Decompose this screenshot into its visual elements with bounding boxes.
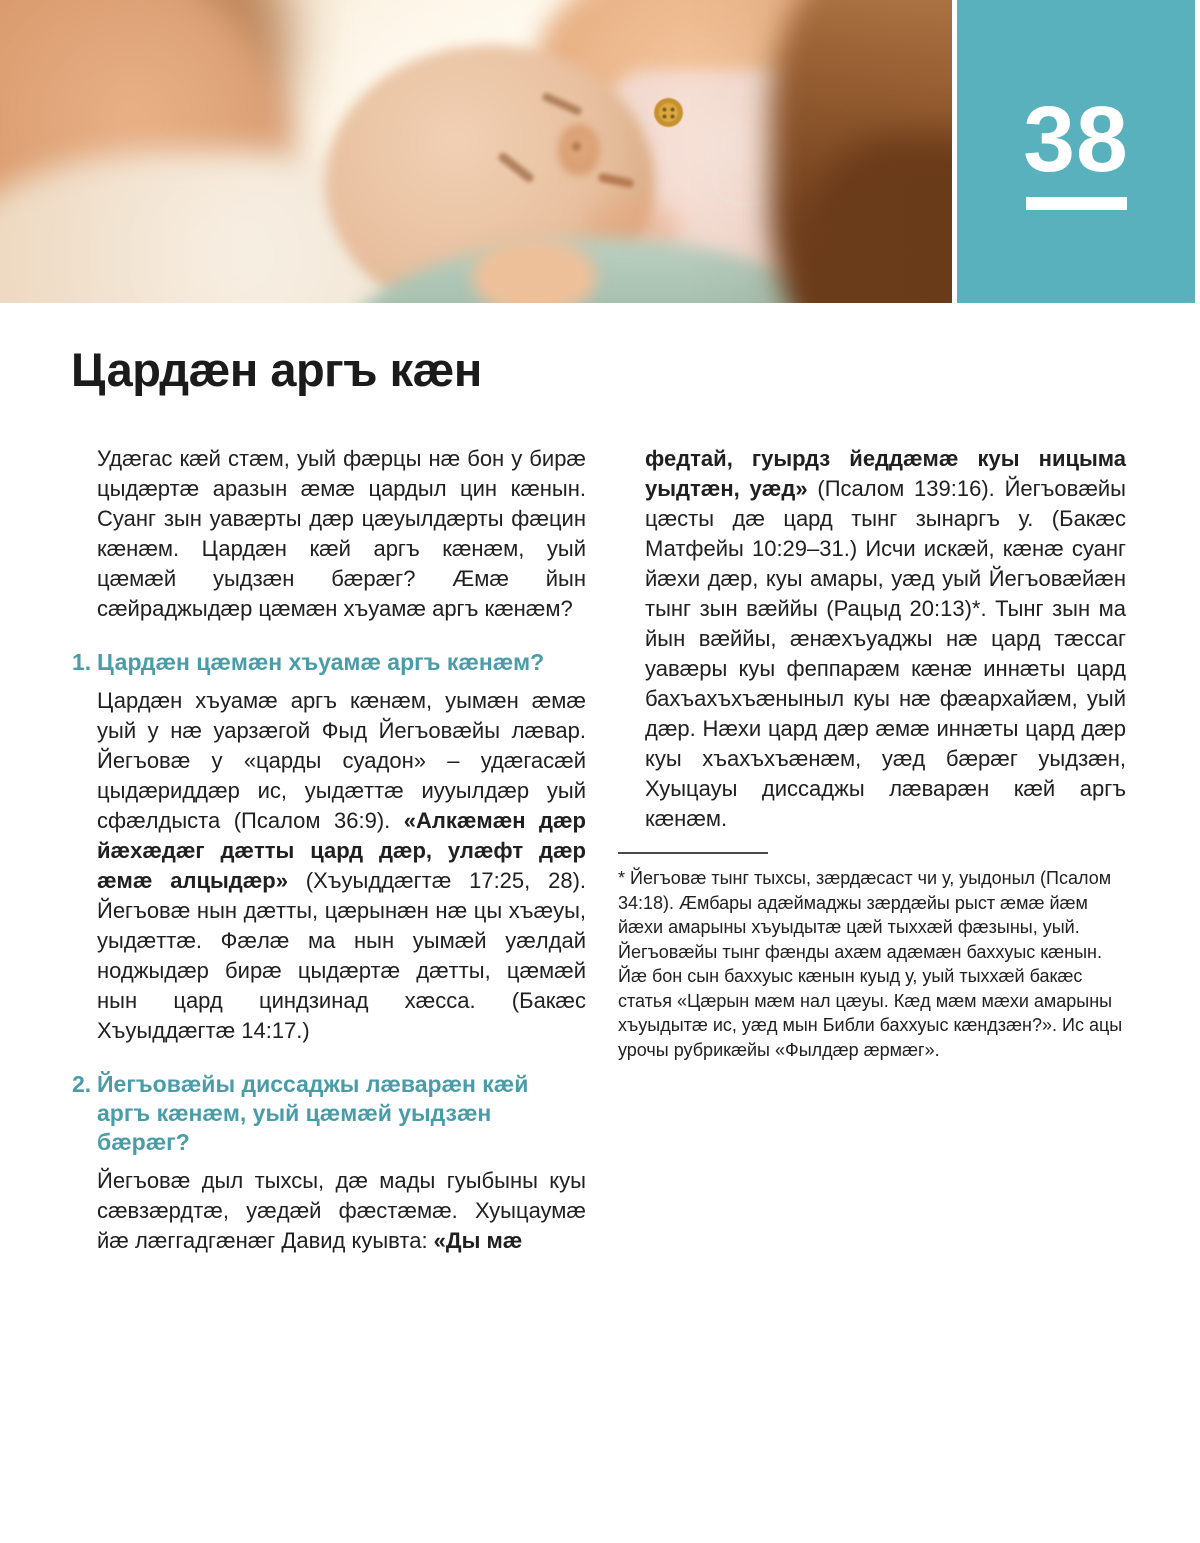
- footnote-divider: [618, 852, 768, 854]
- section-1-number: 1.: [72, 649, 92, 675]
- section-1-paragraph: Цардæн хъуамæ аргъ кæнæм, уымæн æмæ уый у нæ уарзæгой Фыд Йегъовæйы лæвар. Йегъовæ у «царды суадон» – удæгасæй цыдæриддæр ис, уыдæттæ иууылдæр уый сфæлдыста (Псалом 36:9). «Алкæмæн дæр йæхæдæг дæтты цард дæр, улæфт дæр æмæ алцыдæр» (Хъуыддæгтæ 17:25, 28). Йегъовæ нын дæтты, цæрынæн нæ цы хъæуы, уыдæттæ. Фæлæ ма нын уымæй уæлдай ноджыдæр бирæ цыдæртæ дæтты, цæмæй нын цард циндзинад хæсса. (Бакæс Хъуыддæгтæ 14:17.): [97, 688, 587, 1043]
- section-1-heading-text: Цардæн цæмæн хъуамæ аргъ кæнæм?: [97, 649, 545, 675]
- intro-paragraph: Удæгас кæй стæм, уый фæрцы нæ бон у бирæ цыдæртæ аразын æмæ цардыл цин кæнын. Суанг зын уавæрты дæр цæуылдæрты фæцин кæнæм. Цардæн кæй аргъ кæнæм, уый цæмæй уыдзæн бæрæг? Æмæ йын сæйраджыдæр цæмæн хъуамæ аргъ кæнæм?: [97, 446, 586, 621]
- continuation-paragraph: федтай, гуырдз йеддæмæ куы ницыма уыдтæн, уæд» (Псалом 139:16). Йегъовæйы цæсты дæ цард тынг зынаргъ у. (Бакæс Матфейы 10:29–31.) Исчи искæй, кæнæ суанг йæхи дæр, куы амары, уæд уый Йегъовæйæн тынг зын вæййы (Рацыд 20:13)*. Тынг зын ма йын вæййы, æнæхъуаджы нæ цард тæссаг уавæры куы феппарæм кæнæ иннæты цард бахъахъхъæныныл куы нæ фæархайæм, уый дæр. Нæхи цард дæр æмæ иннæты цард дæр куы хъахъхъæнæм, уæд бæрæг уыдзæн, Хуыцауы диссаджы лæварæн кæй аргъ кæнæм.: [645, 446, 1126, 831]
- family-with-newborn-photo: [0, 0, 952, 303]
- lesson-number-underline: [1026, 197, 1127, 210]
- lesson-number-box: [957, 0, 1195, 303]
- section-2: [72, 1070, 586, 1256]
- lesson-number: 38: [1023, 87, 1129, 191]
- section-1: [72, 648, 586, 1046]
- section-2-heading: [72, 1070, 586, 1157]
- left-column: [72, 444, 586, 1280]
- right-column: [618, 444, 1126, 1062]
- section-1-heading: [72, 648, 586, 677]
- section-2-number: 2.: [72, 1071, 92, 1097]
- section-2-heading-text: Йегъовæйы диссаджы лæварæн кæй аргъ кæнæм, уый цæмæй уыдзæн бæрæг?: [97, 1071, 529, 1155]
- page-title: Цардæн аргъ кæн: [71, 343, 482, 396]
- footnote-text: * Йегъовæ тынг тыхсы, зæрдæсаст чи у, уыдоныл (Псалом 34:18). Æмбары адæймаджы зæрдæйы рыст æмæ йæм йæхи амарыны хъуыдытæ цæй тыххæй фæзыны, уый. Йегъовæйы тынг фæнды ахæм адæмæн баххуыс кæнын. Йæ бон сын баххуыс кæнын куыд у, уый тыххæй бакæс статья «Цæрын мæм нал цæуы. Кæд мæм мæхи амарыны хъуыдытæ ис, уæд мын Библи баххуыс кæндзæн?». Ис ацы урочы рубрикæйы «Фылдæр æрмæг».: [618, 868, 1123, 1060]
- hero-banner: [0, 0, 1200, 303]
- photo-color-overlay: [0, 0, 952, 303]
- section-2-paragraph: Йегъовæ дыл тыхсы, дæ мады гуыбыны куы сæвзæрдтæ, уæдæй фæстæмæ. Хуыцаумæ йæ лæггадгæнæг Давид куывта: «Ды мæ: [97, 1168, 586, 1253]
